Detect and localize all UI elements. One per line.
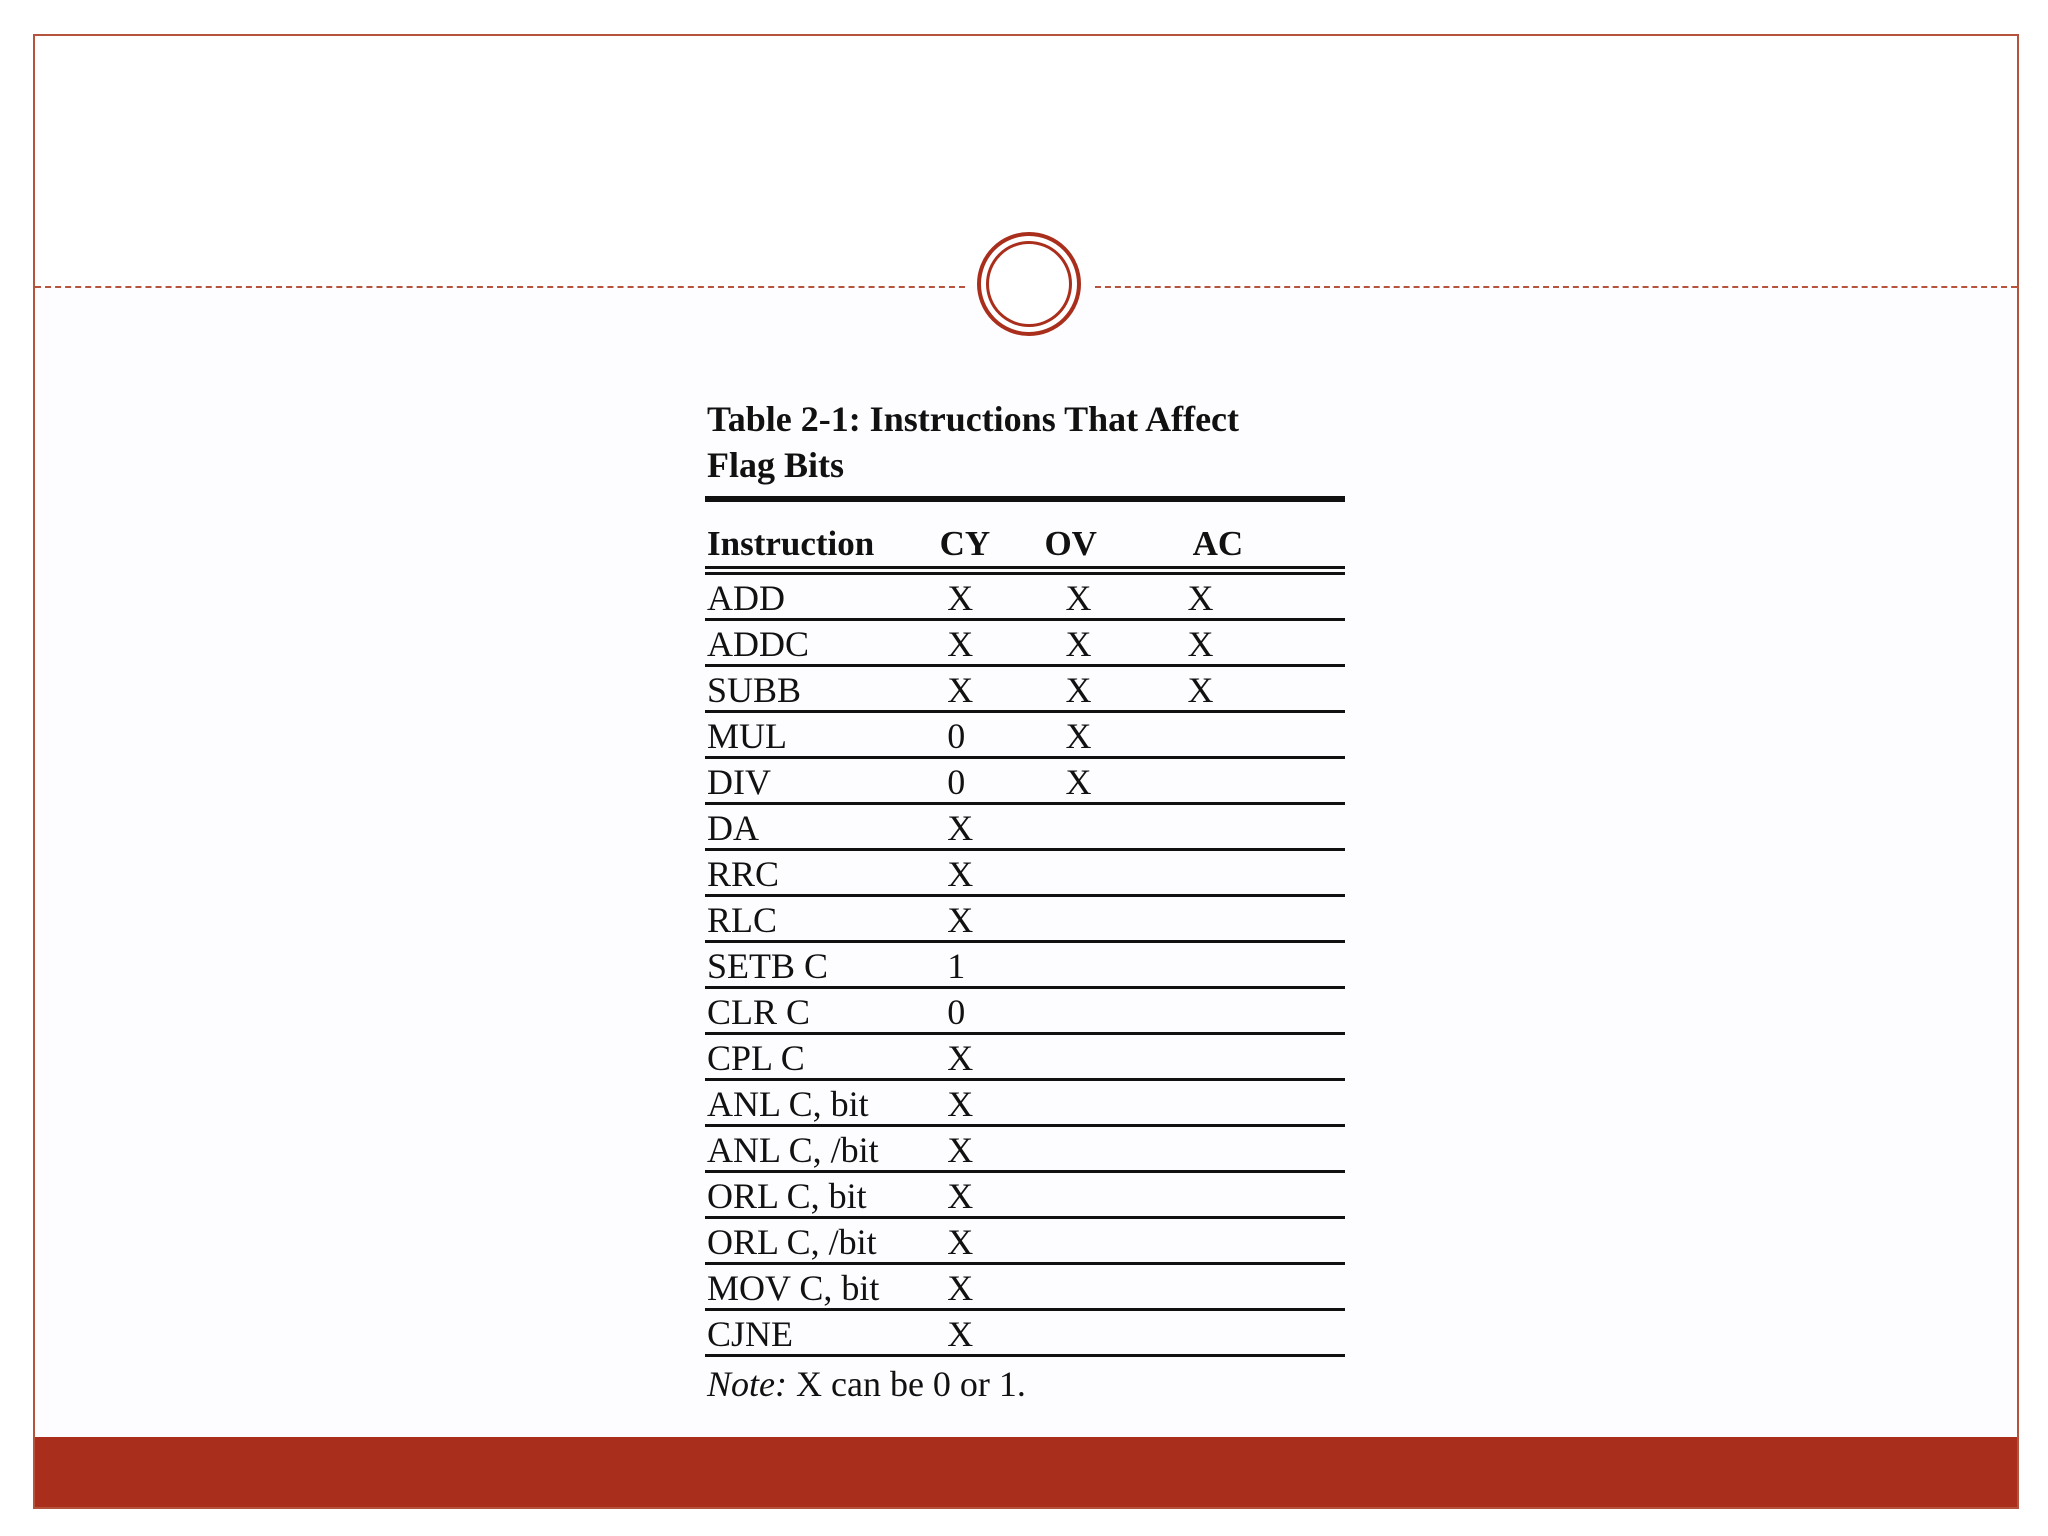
table-row — [705, 1173, 1345, 1219]
dashed-divider-right — [1095, 286, 2017, 288]
table-body — [705, 575, 1345, 1357]
cell-instruction: DA — [707, 807, 759, 848]
header-double-rule — [705, 566, 1345, 575]
cell-cy: 0 — [947, 715, 966, 756]
cell-cy: X — [947, 1313, 974, 1354]
cell-cy: X — [947, 669, 974, 710]
cell-cy: X — [947, 1037, 974, 1078]
cell-instruction: CJNE — [707, 1313, 794, 1354]
table-row — [705, 1081, 1345, 1127]
table-caption-line1: Table 2-1: Instructions That Affect — [707, 399, 1240, 439]
cell-ov: X — [1065, 577, 1092, 618]
table-header-row — [705, 502, 1345, 566]
dashed-divider-left — [35, 286, 965, 288]
cell-instruction: ANL C, bit — [707, 1083, 869, 1124]
note-text: X can be 0 or 1. — [786, 1364, 1026, 1404]
table-row — [705, 713, 1345, 759]
cell-instruction: ANL C, /bit — [707, 1129, 879, 1170]
cell-instruction: CPL C — [707, 1037, 805, 1078]
cell-instruction: MOV C, bit — [707, 1267, 880, 1308]
cell-instruction: RRC — [707, 853, 780, 894]
cell-ac: X — [1187, 623, 1214, 664]
circle-ornament-inner — [986, 241, 1072, 327]
circle-ornament-icon — [977, 232, 1081, 336]
cell-cy: X — [947, 1175, 974, 1216]
cell-ov: X — [1065, 761, 1092, 802]
table-row — [705, 1265, 1345, 1311]
cell-instruction: ORL C, /bit — [707, 1221, 877, 1262]
cell-instruction: RLC — [707, 899, 778, 940]
cell-ac: X — [1187, 669, 1214, 710]
slide — [33, 34, 2019, 1509]
cell-cy: X — [947, 807, 974, 848]
table-row — [705, 667, 1345, 713]
flag-bits-table — [705, 396, 1345, 1405]
cell-cy: 1 — [947, 945, 966, 986]
header-instruction: Instruction — [707, 524, 875, 563]
cell-cy: 0 — [947, 761, 966, 802]
cell-cy: X — [947, 1221, 974, 1262]
cell-cy: X — [947, 623, 974, 664]
table-row — [705, 759, 1345, 805]
header-ov: OV — [1044, 524, 1097, 563]
table-caption-line2: Flag Bits — [707, 445, 845, 485]
table-note — [705, 1363, 1345, 1405]
table-row — [705, 1311, 1345, 1357]
cell-instruction: MUL — [707, 715, 787, 756]
cell-cy: X — [947, 1083, 974, 1124]
cell-instruction: CLR C — [707, 991, 811, 1032]
table-row — [705, 1035, 1345, 1081]
cell-cy: 0 — [947, 991, 966, 1032]
cell-cy: X — [947, 1267, 974, 1308]
table-row — [705, 851, 1345, 897]
note-label: Note: — [707, 1364, 787, 1404]
table-row — [705, 805, 1345, 851]
cell-ov: X — [1065, 623, 1092, 664]
table-row — [705, 621, 1345, 667]
header-cy: CY — [939, 524, 991, 563]
table-row — [705, 1127, 1345, 1173]
cell-instruction: DIV — [707, 761, 771, 802]
table-row — [705, 575, 1345, 621]
header-ac: AC — [1192, 524, 1244, 563]
cell-cy: X — [947, 1129, 974, 1170]
footer-bar — [35, 1437, 2017, 1507]
cell-instruction: SUBB — [707, 669, 802, 710]
cell-instruction: ADDC — [707, 623, 810, 664]
table-row — [705, 1219, 1345, 1265]
cell-instruction: ORL C, bit — [707, 1175, 867, 1216]
cell-cy: X — [947, 853, 974, 894]
cell-instruction: ADD — [707, 577, 785, 618]
cell-cy: X — [947, 899, 974, 940]
cell-ov: X — [1065, 715, 1092, 756]
table-row — [705, 943, 1345, 989]
cell-ac: X — [1187, 577, 1214, 618]
cell-cy: X — [947, 577, 974, 618]
table-row — [705, 989, 1345, 1035]
table-row — [705, 897, 1345, 943]
cell-ov: X — [1065, 669, 1092, 710]
cell-instruction: SETB C — [707, 945, 829, 986]
